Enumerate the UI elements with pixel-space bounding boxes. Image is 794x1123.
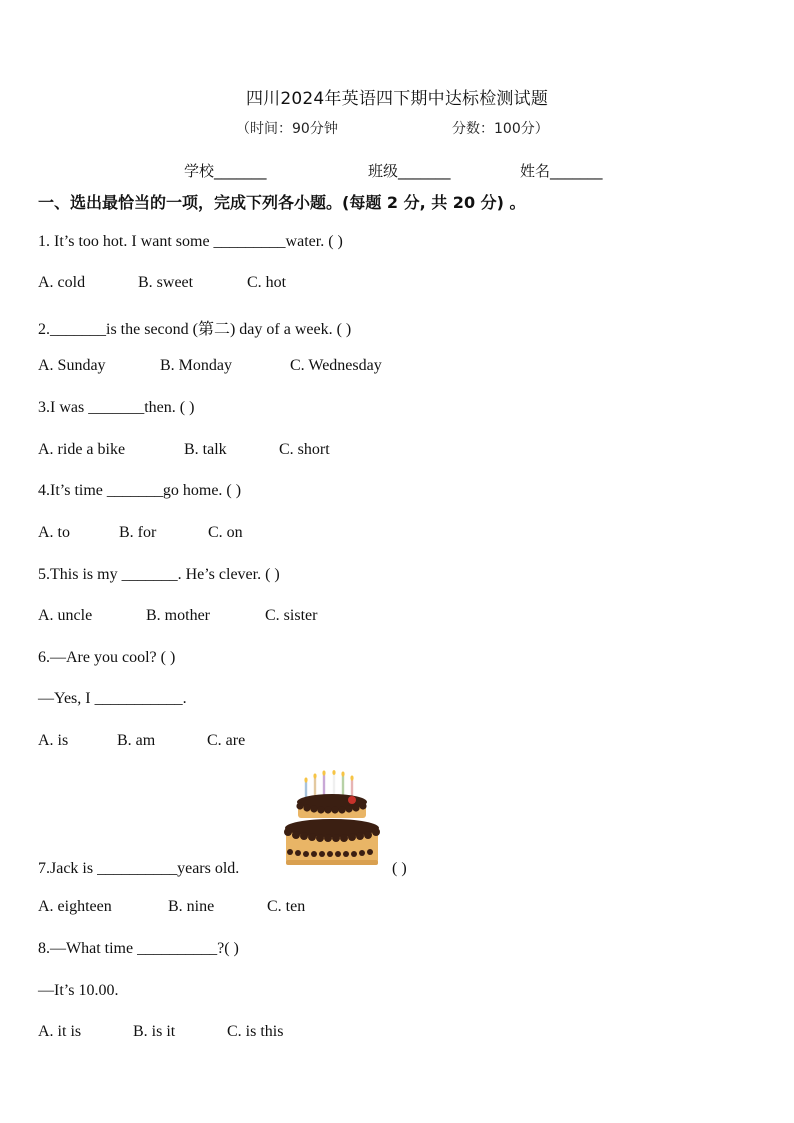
birthday-cake-icon: [282, 770, 382, 873]
question-4: 4.It’s time _______go home. ( ): [38, 482, 242, 499]
q5-option-a: A. uncle: [38, 607, 93, 624]
question-1: 1. It’s too hot. I want some _________water. ( ): [38, 233, 343, 250]
q6-option-b: B. am: [117, 732, 156, 749]
section-heading: 一、选出最恰当的一项，完成下列各小题。(每题 2 分, 共 20 分) 。: [38, 193, 526, 212]
question-7-answer-paren: ( ): [392, 860, 407, 877]
q8-option-c: C. is this: [227, 1023, 284, 1040]
q4-option-a: A. to: [38, 524, 70, 541]
q2-option-b: B. Monday: [160, 357, 232, 374]
q5-option-b: B. mother: [146, 607, 210, 624]
q1-option-b: B. sweet: [138, 274, 194, 291]
q7-option-a: A. eighteen: [38, 898, 112, 915]
exam-time: （时间：90分钟: [236, 121, 338, 137]
q3-option-b: B. talk: [184, 441, 227, 458]
question-6-answer-line: —Yes, I ___________.: [38, 690, 187, 707]
q1-option-a: A. cold: [38, 274, 86, 291]
question-2: 2._______is the second (第二) day of a week. ( ): [38, 321, 352, 338]
question-8-answer-line: —It’s 10.00.: [38, 982, 119, 999]
name-field: 姓名_______: [520, 162, 603, 180]
q4-option-c: C. on: [208, 524, 243, 541]
question-6: 6.—Are you cool? ( ): [38, 649, 176, 666]
page-title: 四川2024年英语四下期中达标检测试题: [245, 89, 549, 109]
class-field: 班级_______: [368, 162, 451, 180]
exam-score: 分数：100分）: [452, 121, 549, 137]
q2-option-a: A. Sunday: [38, 357, 106, 374]
q6-option-a: A. is: [38, 732, 69, 749]
q4-option-b: B. for: [119, 524, 157, 541]
q8-option-b: B. is it: [133, 1023, 176, 1040]
q7-option-b: B. nine: [168, 898, 215, 915]
school-field: 学校_______: [184, 162, 267, 180]
question-8: 8.—What time __________?( ): [38, 940, 239, 957]
q6-option-c: C. are: [207, 732, 246, 749]
q7-option-c: C. ten: [267, 898, 306, 915]
question-7: 7.Jack is __________years old.: [38, 860, 240, 877]
question-3: 3.I was _______then. ( ): [38, 399, 195, 416]
question-5: 5.This is my _______. He’s clever. ( ): [38, 566, 280, 583]
q2-option-c: C. Wednesday: [290, 357, 382, 374]
q3-option-a: A. ride a bike: [38, 441, 126, 458]
q8-option-a: A. it is: [38, 1023, 82, 1040]
q1-option-c: C. hot: [247, 274, 287, 291]
q3-option-c: C. short: [279, 441, 330, 458]
q5-option-c: C. sister: [265, 607, 318, 624]
